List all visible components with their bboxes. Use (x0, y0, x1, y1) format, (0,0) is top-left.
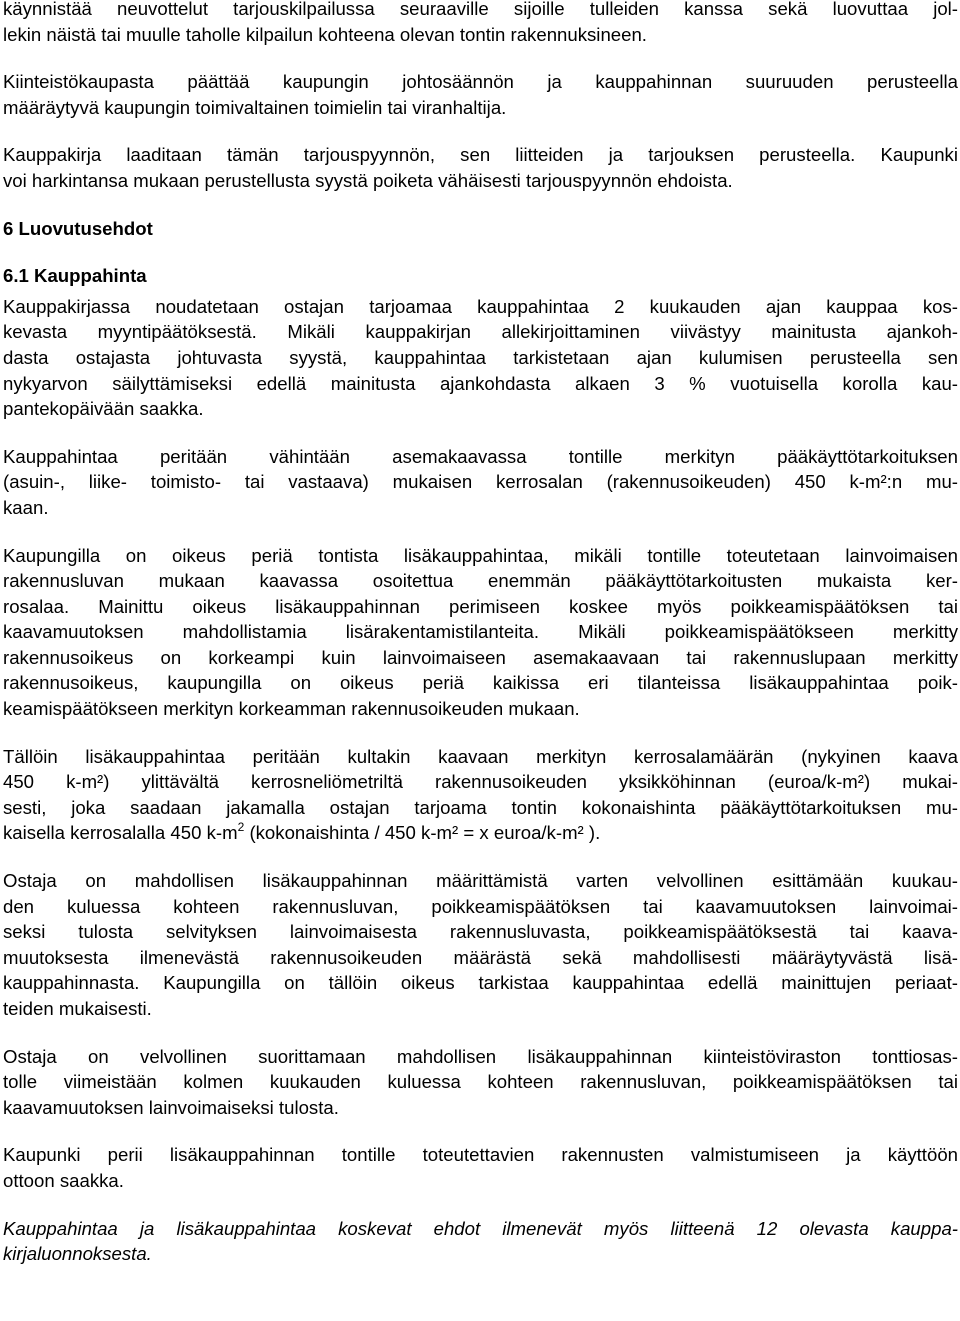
text-line: Kauppahintaa ja lisäkauppahintaa koskevat ehdot ilmenevät myös liitteenä 12 olevasta kauppa- (3, 1217, 958, 1239)
text-line: seksi tulosta selvityksen lainvoimaisesta rakennusluvasta, poikkeamispäätöksestä tai kaava- (3, 921, 958, 943)
paragraph-tender-negotiations (3, 0, 958, 47)
text-line: Kauppahintaa peritään vähintään asemakaavassa tontille merkityn pääkäyttötarkoituksen (3, 445, 958, 467)
text-line: rosalaa. Mainittu oikeus lisäkauppahinnan perimiseen koskee myös poikkeamispäätöksen tai (3, 595, 958, 617)
text-line: Kaupungilla on oikeus periä tontista lisäkauppahintaa, mikäli tontille toteutetaan lainvoimaisen (3, 544, 958, 566)
text-line: rakennusoikeus, kaupungilla on oikeus periä kaikissa eri tilanteissa lisäkauppahintaa poik- (3, 672, 958, 694)
section-heading: 6 Luovutusehdot (3, 217, 153, 239)
text-line: ottoon saakka. (3, 1169, 124, 1191)
text-line: tolle viimeistään kolmen kuukauden kuluessa kohteen rakennusluvan, poikkeamispäätöksen tai (3, 1071, 958, 1093)
text-line: nykyarvon säilyttämiseksi edellä mainitusta ajankohdasta alkaen 3 % vuotuisella korolla kau- (3, 372, 958, 394)
paragraph-price-validity (3, 294, 958, 422)
paragraph-purchase-deed (3, 142, 958, 193)
paragraph-additional-price (3, 543, 958, 722)
text-line: Ostaja on velvollinen suorittamaan mahdollisen lisäkauppahinnan kiinteistöviraston tonttiosas- (3, 1045, 958, 1067)
text-line: teiden mukaisesti. (3, 998, 152, 1019)
text-line: (asuin-, liike- toimisto- tai vastaava) mukaisen kerrosalan (rakennusoikeuden) 450 k-m²:n mu- (3, 471, 958, 493)
text-line: kirjaluonnoksesta. (3, 1243, 152, 1265)
paragraph-additional-price-calculation (3, 744, 958, 846)
text-line: 450 k-m²) ylittävältä kerrosneliömetriltä rakennusoikeuden yksikköhinnan (euroa/k-m²) mukai- (3, 771, 958, 793)
text-line: kauppahinnasta. Kaupungilla on tällöin oikeus tarkistaa kauppahintaa edellä mainittujen periaat- (3, 972, 958, 994)
document-page (3, 0, 958, 1267)
paragraph-buyer-obligation-payment (3, 1044, 958, 1121)
text-line: kaan. (3, 496, 49, 518)
text-line: lekin näistä tai muulle taholle kilpailun kohteena olevan tontin rakennuksineen. (3, 23, 647, 45)
text-line: den kuluessa kohteen rakennusluvan, poikkeamispäätöksen tai kaavamuutoksen lainvoimai- (3, 895, 958, 917)
paragraph-minimum-price (3, 444, 958, 521)
text-line: sesti, joka saadaan jakamalla ostajan tarjoama tontin kokonaishinta pääkäyttötarkoituksen mu- (3, 796, 958, 818)
text-line: Tällöin lisäkauppahintaa peritään kultakin kaavaan merkityn kerrosalamäärän (nykyinen kaava (3, 745, 958, 767)
paragraph-decision-maker (3, 69, 958, 120)
paragraph-buyer-obligation-report (3, 868, 958, 1022)
text-line: rakennusluvan mukaan kaavassa osoitettua enemmän pääkäyttötarkoitusten mukaista ker- (3, 570, 958, 592)
text-line: Kauppakirjassa noudatetaan ostajan tarjoamaa kauppahintaa 2 kuukauden ajan kauppaa kos- (3, 295, 958, 317)
subsection-heading: 6.1 Kauppahinta (3, 265, 147, 287)
text-line: Kaupunki perii lisäkauppahinnan tontille toteutettavien rakennusten valmistumiseen ja käyttöön (3, 1144, 958, 1166)
text-line: käynnistää neuvottelut tarjouskilpailussa seuraaville sijoille tulleiden kanssa sekä luovuttaa jol- (3, 0, 958, 19)
text-fragment: kaisella kerrosalalla 450 k-m (3, 822, 238, 844)
text-line (3, 820, 958, 846)
text-line: Kiinteistökaupasta päättää kaupungin johtosäännön ja kauppahinnan suuruuden perusteella (3, 71, 958, 93)
text-line: kaavamuutoksen mahdollistamia lisärakentamistilanteita. Mikäli poikkeamispäätökseen merkitty (3, 621, 958, 643)
text-line: kevasta myyntipäätöksestä. Mikäli kauppakirjan allekirjoittaminen viivästyy mainitusta ajankoh- (3, 321, 958, 343)
text-line: voi harkintansa mukaan perustellusta syystä poiketa vähäisesti tarjouspyynnön ehdoista. (3, 169, 733, 191)
text-line: keamispäätökseen merkityn korkeamman rakennusoikeuden mukaan. (3, 698, 580, 720)
text-line: Kauppakirja laaditaan tämän tarjouspyynnön, sen liitteiden ja tarjouksen perusteella. Kaupunki (3, 144, 958, 166)
text-line: rakennusoikeus on korkeampi kuin lainvoimaiseen asemakaavaan tai rakennuslupaan merkitty (3, 646, 958, 668)
paragraph-collection-period (3, 1142, 958, 1193)
superscript: 2 (237, 820, 245, 835)
text-line: kaavamuutoksen lainvoimaiseksi tulosta. (3, 1096, 339, 1118)
text-line: Ostaja on mahdollisen lisäkauppahinnan määrittämistä varten velvollinen esittämään kuukau- (3, 870, 958, 892)
paragraph-appendix-note (3, 1216, 958, 1267)
text-fragment: (kokonaishinta / 450 k-m² = x euroa/k-m² ). (244, 822, 601, 844)
text-line: pantekopäivään saakka. (3, 398, 204, 420)
text-line: muutoksesta ilmenevästä rakennusoikeuden määrästä sekä mahdollisesti määräytyvästä lisä- (3, 946, 958, 968)
text-line: määräytyvä kaupungin toimivaltainen toimielin tai viranhaltija. (3, 96, 507, 118)
text-line: dasta ostajasta johtuvasta syystä, kauppahintaa tarkistetaan ajan kulumisen perusteella sen (3, 346, 958, 368)
